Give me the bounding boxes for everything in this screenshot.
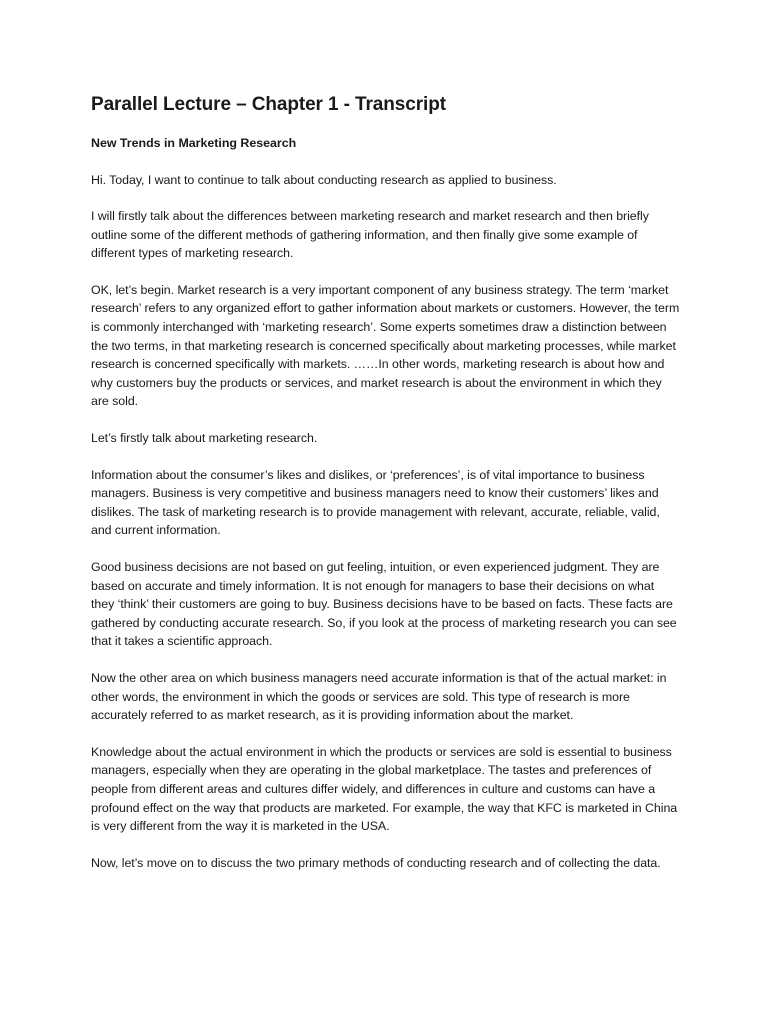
paragraph-business-decisions: Good business decisions are not based on gut feeling, intuition, or even experienced judgment. They are based on accurate and timely information. It is not enough for managers to base their decisions on what they ‘think’ their customers are going to buy. Business decisions have to be based on facts. These facts are gathered by conducting accurate research. So, if you look at the process of marketing research you can see that it takes a scientific approach. — [91, 560, 677, 649]
paragraph-marketing-research-intro: Let’s firstly talk about marketing research. — [91, 431, 318, 446]
paragraph-global-environment: Knowledge about the actual environment in which the products or services are sold is essential to business managers, especially when they are operating in the global marketplace. The tastes and preferences of people from different areas and cultures differ widely, and differences in culture and customs can have a profound effect on the way that products are marketed. For example, the way that KFC is marketed in China is very different from the way it is marketed in the USA. — [91, 744, 678, 834]
document-subtitle: New Trends in Marketing Research — [91, 136, 297, 150]
paragraph-overview: I will firstly talk about the differences between marketing research and market research and then briefly outline some of the different methods of gathering information, and then finally give some example of different types of marketing research. — [91, 209, 649, 261]
paragraph-greeting: Hi. Today, I want to continue to talk about conducting research as applied to business. — [91, 172, 557, 187]
paragraph-definitions: OK, let’s begin. Market research is a very important component of any business strategy. The term ‘market research’ refers to any organized effort to gather information about markets or customers. However, the term is commonly interchanged with ‘marketing research’. Some experts sometimes draw a distinction between the two terms, in that marketing research is concerned specifically about marketing processes, while market research is concerned specifically with markets. ……In other words, marketing research is about how and why customers buy the products or services, and market research is about the environment in which they are sold. — [91, 282, 680, 409]
paragraph-consumer-preferences: Information about the consumer’s likes and dislikes, or ‘preferences’, is of vital importance to business managers. Business is very competitive and business managers need to know their customers’ likes and dislikes. The task of marketing research is to provide management with relevant, accurate, reliable, valid, and current information. — [91, 467, 660, 538]
paragraph-research-methods: Now, let’s move on to discuss the two primary methods of conducting research and of collecting the data. — [91, 855, 661, 870]
paragraph-market-research: Now the other area on which business managers need accurate information is that of the actual market: in other words, the environment in which the goods or services are sold. This type of research is more accurately referred to as market research, as it is providing information about the market. — [91, 670, 667, 723]
document-title: Parallel Lecture – Chapter 1 - Transcript — [91, 94, 446, 115]
